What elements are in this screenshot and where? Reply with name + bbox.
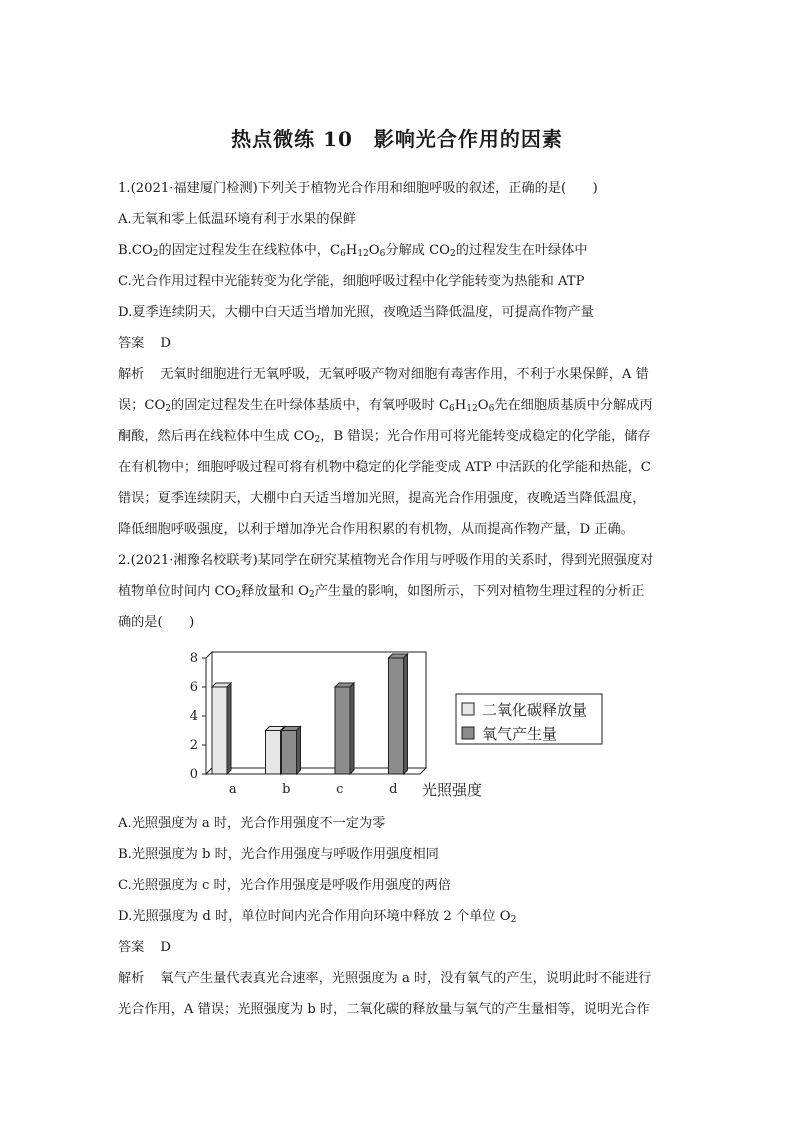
legend-label: 二氧化碳释放量: [482, 701, 588, 719]
q2-option-a: A.光照强度为 a 时，光合作用强度不一定为零: [118, 816, 386, 831]
page-title: 热点微练 10 影响光合作用的因素: [231, 127, 563, 151]
q1-stem: 1.(2021·福建厦门检测)下列关于植物光合作用和细胞呼吸的叙述，正确的是( ): [118, 181, 598, 196]
q2-stem-line-1: 2.(2021·湘豫名校联考)某同学在研究某植物光合作用与呼吸作用的关系时，得到光照强度对: [118, 553, 654, 568]
y-tick-label: 8: [189, 651, 198, 666]
y-tick-label: 6: [189, 680, 198, 695]
q1-analysis-line-2: 误；$CO_2$的固定过程发生在叶绿体基质中，有氧呼吸时 $C_6H_{12}O_6$先在细胞质基质中分解成丙: [118, 398, 653, 414]
q1-analysis-line-6: 降低细胞呼吸强度，以利于增加净光合作用积累的有机物，从而提高作物产量，D 正确。: [118, 522, 634, 537]
q2-option-b: B.光照强度为 b 时，光合作用强度与呼吸作用强度相同: [118, 847, 439, 862]
bar-chart: [180, 646, 620, 806]
x-category-label: a: [228, 782, 237, 797]
q1-analysis-line-1: 解析 无氧时细胞进行无氧呼吸，无氧呼吸产物对细胞有毒害作用，不利于水果保鲜，A 错: [118, 367, 649, 382]
bar-side-a: [227, 683, 231, 774]
q2-analysis-line-1: 解析 氧气产生量代表真光合速率，光照强度为 a 时，没有氧气的产生，说明此时不能进行: [118, 971, 652, 986]
bar-o2-d: [389, 658, 404, 774]
q1-option-d: D.夏季连续阴天，大棚中白天适当增加光照，夜晚适当降低温度，可提高作物产量: [118, 305, 594, 320]
x-category-label: d: [389, 782, 398, 797]
y-tick-label: 4: [189, 709, 198, 724]
bar-co2-b: [266, 731, 281, 775]
q1-option-a: A.无氧和零上低温环境有利于水果的保鲜: [118, 212, 356, 227]
q2-answer: 答案 D: [118, 940, 171, 955]
legend-label: 氧气产生量: [482, 725, 558, 743]
bar-o2-c: [335, 687, 350, 774]
y-tick-label: 0: [189, 767, 198, 782]
q1-analysis-line-4: 在有机物中；细胞呼吸过程可将有机物中稳定的化学能变成 ATP 中活跃的化学能和热能，C: [118, 460, 651, 475]
bar-side-b: [297, 727, 301, 775]
q2-stem-line-2: 植物单位时间内 $CO_2$释放量和 $O_2$产生量的影响，如图所示，下列对植物生理过程的分析正: [118, 584, 645, 600]
bar-o2-b: [282, 731, 297, 775]
q2-analysis-line-2: 光合作用，A 错误；光照强度为 b 时，二氧化碳的释放量与氧气的产生量相等，说明光合作: [118, 1002, 650, 1017]
x-category-label: c: [336, 782, 344, 797]
legend-swatch: [462, 727, 474, 739]
q2-option-c: C.光照强度为 c 时，光合作用强度是呼吸作用强度的两倍: [118, 878, 451, 893]
q1-option-c: C.光合作用过程中光能转变为化学能，细胞呼吸过程中化学能转变为热能和 ATP: [118, 274, 585, 289]
x-axis-label: 光照强度: [422, 781, 483, 799]
chart-left-wall: [206, 652, 212, 774]
q1-option-b: $B.CO_2$的固定过程发生在线粒体中，$C_6H_{12}O_6$分解成 $CO_2$的过程发生在叶绿体中: [118, 243, 588, 259]
bar-side-d: [404, 654, 408, 774]
q1-analysis-line-3: 酮酸，然后再在线粒体中生成 $CO_2$，B 错误；光合作用可将光能转变成稳定的化学能，储存: [118, 429, 651, 445]
q2-option-d: D.光照强度为 d 时，单位时间内光合作用向环境中释放 2 个单位 $O_2$: [118, 909, 517, 925]
q2-stem-line-3: 确的是( ): [118, 615, 195, 630]
x-category-label: b: [282, 782, 291, 797]
bar-side-c: [350, 683, 354, 774]
y-tick-label: 2: [189, 738, 198, 753]
q1-answer: 答案 D: [118, 336, 171, 351]
legend-swatch: [462, 703, 474, 715]
q1-analysis-line-5: 错误；夏季连续阴天，大棚中白天适当增加光照，提高光合作用强度，夜晚适当降低温度，: [118, 491, 646, 506]
bar-co2-a: [212, 687, 227, 774]
